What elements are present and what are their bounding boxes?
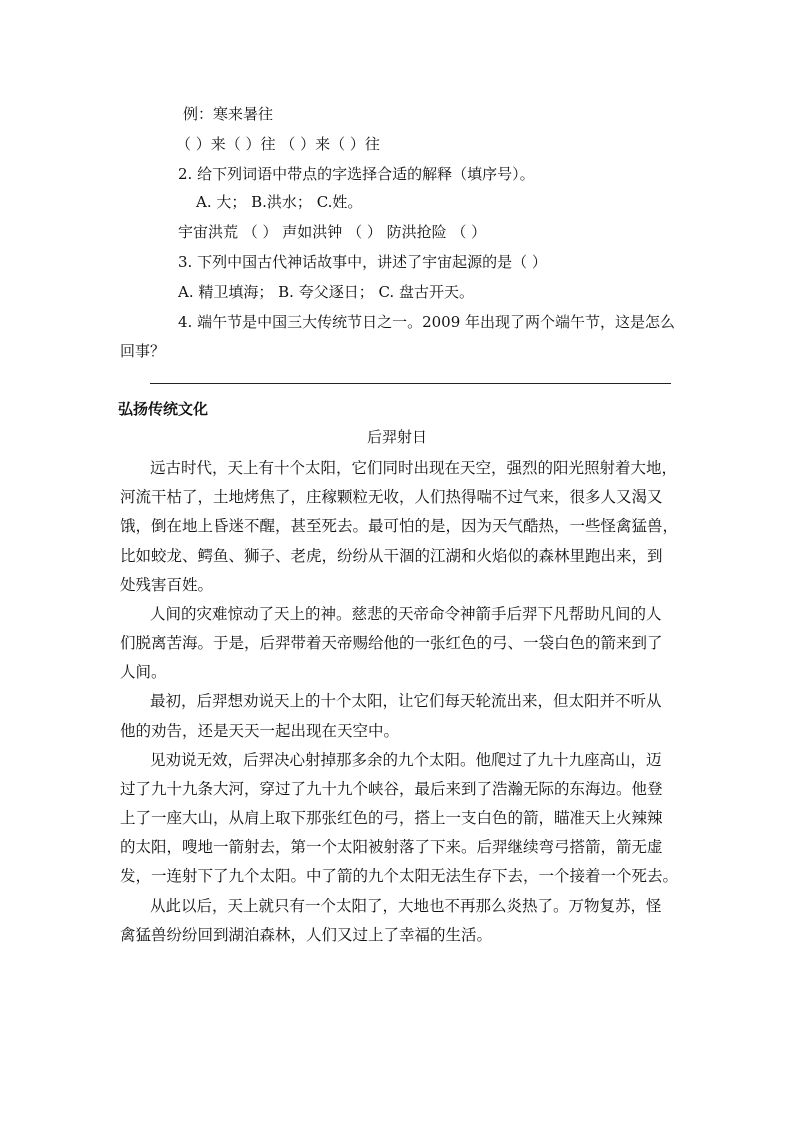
story-line: 从此以后，天上就只有一个太阳了，大地也不再那么炎热了。万物复苏，怪	[150, 897, 662, 915]
question-2-prompt: 2. 给下列词语中带点的字选择合适的解释（填序号）。	[178, 165, 535, 183]
story-line: 比如蛟龙、鳄鱼、狮子、老虎，纷纷从干涸的江湖和火焰似的森林里跑出来，到	[120, 547, 663, 565]
question-2-options: A. 大； B.洪水； C.姓。	[196, 193, 363, 211]
story-line: 人间。	[120, 663, 167, 681]
question-4-line-2: 回事？	[120, 342, 166, 360]
pattern-blanks: （ ）来（ ）往 （ ）来（ ）往	[176, 135, 380, 153]
story-line: 河流干枯了，土地烤焦了，庄稼颗粒无收，人们热得喘不过气来，很多人又渴又	[120, 488, 663, 506]
story-line: 禽猛兽纷纷回到湖泊森林，人们又过上了幸福的生活。	[120, 926, 493, 944]
story-line: 远古时代，天上有十个太阳，它们同时出现在天空，强烈的阳光照射着大地，	[150, 459, 678, 477]
question-3-options: A. 精卫填海； B. 夸父逐日； C. 盘古开天。	[178, 283, 474, 301]
story-line: 发，一连射下了九个太阳。中了箭的九个太阳无法生存下去，一个接着一个死去。	[120, 867, 679, 885]
story-line: 饿，倒在地上昏迷不醒，甚至死去。最可怕的是，因为天气酷热，一些怪禽猛兽，	[120, 517, 679, 535]
question-4-line-1: 4. 端午节是中国三大传统节日之一。2009 年出现了两个端午节，这是怎么	[178, 313, 676, 331]
story-line: 见劝说无效，后羿决心射掉那多余的九个太阳。他爬过了九十九座高山，迈	[150, 751, 662, 769]
story-line: 处残害百姓。	[120, 576, 214, 594]
story-title: 后羿射日	[366, 428, 427, 446]
question-2-items: 宇宙洪荒 （ ） 声如洪钟 （ ） 防洪抢险 （ ）	[178, 223, 487, 241]
story-line: 过了九十九条大河，穿过了九十九个峡谷，最后来到了浩瀚无际的东海边。他登	[120, 780, 663, 798]
story-line: 们脱离苦海。于是，后羿带着天帝赐给他的一张红色的弓、一袋白色的箭来到了	[120, 634, 663, 652]
story-line: 最初，后羿想劝说天上的十个太阳，让它们每天轮流出来，但太阳并不听从	[150, 692, 662, 710]
question-3-prompt: 3. 下列中国古代神话故事中，讲述了宇宙起源的是（ ）	[178, 253, 547, 271]
story-line: 的太阳，嗖地一箭射去，第一个太阳被射落了下来。后羿继续弯弓搭箭，箭无虚	[120, 838, 663, 856]
section-title: 弘扬传统文化	[118, 400, 209, 418]
example-line: 例：寒来暑往	[183, 105, 274, 123]
story-line: 上了一座大山，从肩上取下那张红色的弓，搭上一支白色的箭，瞄准天上火辣辣	[120, 809, 663, 827]
story-line: 他的劝告，还是天天一起出现在天空中。	[120, 722, 400, 740]
answer-line	[150, 383, 671, 384]
story-line: 人间的灾难惊动了天上的神。慈悲的天帝命令神箭手后羿下凡帮助凡间的人	[150, 605, 662, 623]
